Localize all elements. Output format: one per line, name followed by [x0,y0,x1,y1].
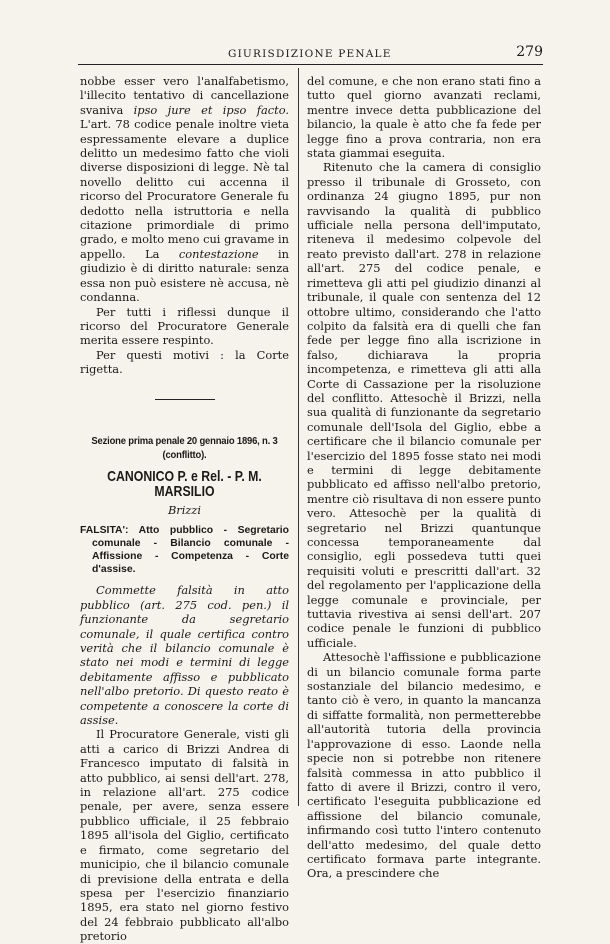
paragraph: Attesochè l'affissione e pubblicazione di un bilancio comunale forma parte sostanziale del bilancio medesimo, e tanto ciò è vero, in quanto la mancanza di siffatte formalità, non permetterebbe all'autorità tutoria della provincia l'approvazione di esso. Laonde nella specie non si potrebbe non ritenere falsità commessa in atto pubblico il fatto di avere il Brizzi, contro il vero, certificato l'eseguita pubblicazione ed affissione del bilancio comunale, infirmando così tutto l'intero contenuto dell'atto medesimo, del quale detto certificato formava parte integrante. Ora, a prescindere che [307,650,541,881]
section-heading: Sezione prima penale 20 gennaio 1896, n. 3 (conflitto). [91,434,278,461]
header-rule [78,64,543,65]
running-title: GIURISDIZIONE PENALE [228,48,392,60]
paragraph: Per questi motivi : la Corte rigetta. [80,347,289,377]
case-keywords: FALSITA': Atto pubblico - Segretario comunale - Bilancio comunale - Affissione - Competenza - Corte d'assise. [80,524,289,576]
paragraph: del comune, e che non erano stati fino a tutto quel giorno avanzati reclami, mentre invece detta pubblicazione del bilancio, la quale è atto che fa fede per legge fino a prova contraria, non era stata giammai eseguita. [307,74,541,161]
page-number: 279 [516,44,543,60]
column-divider [298,68,299,806]
page-header [78,44,543,64]
case-parties: CANONICO P. e Rel. - P. M. MARSILIO [107,468,262,500]
separator-rule [155,399,215,400]
paragraph: Per tutti i riflessi dunque il ricorso del Procuratore Generale merita essere respinto. [80,304,289,348]
paragraph: Il Procuratore Generale, visti gli atti a carico di Brizzi Andrea di Francesco imputato di falsità in atto pubblico, ai sensi dell'art. 278, in relazione all'art. 275 codice penale, per avere, senza essere pubblico ufficiale, il 25 febbraio 1895 all'isola del Giglio, certificato e firmato, come segretario del municipio, che il bilancio comunale di previsione della entrata e della spesa per l'esercizio finanziario 1895, era stato nel giorno festivo del 24 febbraio pubblicato all'albo pretorio [80,727,289,944]
case-name: Brizzi [167,503,202,518]
left-column [80,74,289,944]
legal-maxim: Commette falsità in atto pubblico (art. 275 cod. pen.) il funzionante da segretario comunale, il quale certifica contro verità che il bilancio comunale è stato nei modi e termini di legge debitamente affisso e pubblicato nell'albo pretorio. Di questo reato è competente a conoscere la corte di assise. [80,583,289,728]
right-column [307,74,541,881]
paragraph: Ritenuto che la camera di consiglio presso il tribunale di Grosseto, con ordinanza 24 giugno 1895, pur non ravvisando la qualità di pubblico ufficiale nella persona dell'imputato, riteneva il medesimo colpevole del reato previsto dall'art. 278 in relazione all'art. 275 del codice penale, e rimetteva gli atti pel giudizio dinanzi al tribunale, il quale con sentenza del 12 ottobre ultimo, considerando che l'atto colpito da falsità era di quelli che fan fede per legge fino alla iscrizione in falso, dichiarava la propria incompetenza, e rimetteva gli atti alla Corte di Cassazione per la risoluzione del conflitto. Attesochè il Brizzi, nella sua qualità di funzionante da segretario comunale dell'Isola del Giglio, ebbe a certificare che il bilancio comunale per l'esercizio del 1895 fosse stato nei modi e termini di legge debitamente pubblicato ed affisso nell'albo pretorio, mentre ciò risultava di non essere punto vero. Attesochè per la qualità di segretario nel Brizzi quantunque concessa temporaneamente dal consiglio, egli possedeva tutti quei requisiti voluti e prescritti dall'art. 32 del regolamento per l'applicazione della legge comunale e provinciale, per tuttavia rivestiva ai sensi dell'art. 207 codice penale le funzioni di pubblico ufficiale. [307,160,541,650]
paragraph: nobbe esser vero l'analfabetismo, l'illecito tentativo di cancellazione svaniva ipso jure et ipso facto. L'art. 78 codice penale inoltre vieta espressamente elevare a duplice delitto un medesimo fatto che violi diverse disposizioni di legge. Nè tal novello delitto cui accenna il ricorso del Procuratore Generale fu dedotto nella istruttoria e nella citazione primordiale di primo grado, e molto meno cui gravame in appello. La contestazione in giudizio è di diritto naturale: senza essa non può esistere nè accusa, nè condanna. [80,74,290,305]
